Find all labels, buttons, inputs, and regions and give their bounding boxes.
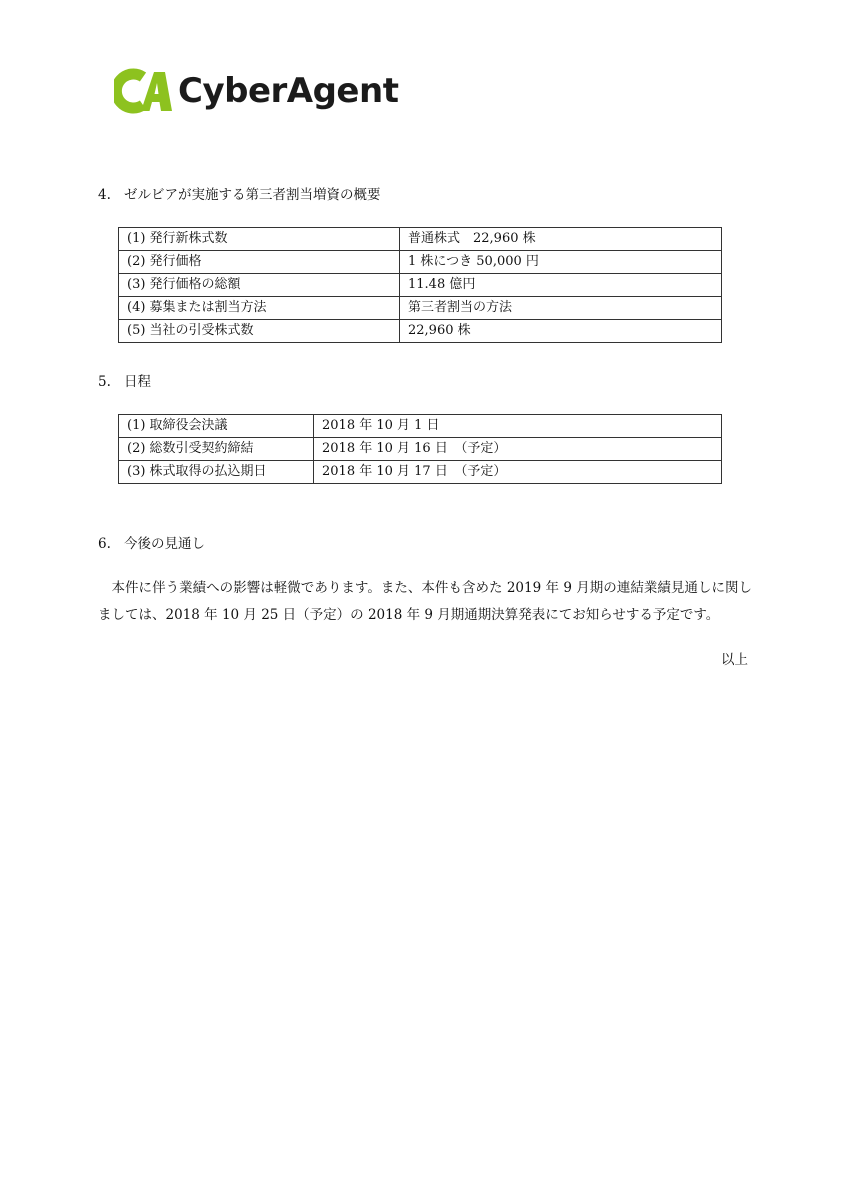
row-label: (1) 取締役会決議	[119, 415, 314, 438]
company-logo	[114, 68, 398, 114]
row-value: 普通株式 22,960 株	[400, 228, 722, 251]
row-label: (5) 当社の引受株式数	[119, 320, 400, 343]
row-label: (4) 募集または割当方法	[119, 297, 400, 320]
section-4-heading	[98, 186, 381, 204]
row-label: (2) 総数引受契約締結	[119, 438, 314, 461]
section-4-number: 4.	[98, 187, 111, 203]
row-label: (2) 発行価格	[119, 251, 400, 274]
logo-wordmark: CyberAgent	[178, 71, 399, 111]
section-6-title: 今後の見通し	[124, 536, 205, 552]
section-4-title: ゼルビアが実施する第三者割当増資の概要	[124, 187, 381, 203]
row-label: (3) 株式取得の払込期日	[119, 461, 314, 484]
row-value: 22,960 株	[400, 320, 722, 343]
section-5-number: 5.	[98, 374, 111, 390]
section-6-heading	[98, 535, 205, 553]
row-value: 2018 年 10 月 16 日 （予定）	[314, 438, 722, 461]
schedule-table	[118, 414, 722, 484]
row-label: (1) 発行新株式数	[119, 228, 400, 251]
table-row	[119, 438, 722, 461]
row-value: 1 株につき 50,000 円	[400, 251, 722, 274]
closing-text: 以上	[721, 652, 748, 668]
section-5-title: 日程	[124, 374, 151, 390]
table-row	[119, 320, 722, 343]
row-value: 2018 年 10 月 17 日 （予定）	[314, 461, 722, 484]
table-row	[119, 461, 722, 484]
table-row	[119, 274, 722, 297]
row-value: 11.48 億円	[400, 274, 722, 297]
section-6-number: 6.	[98, 536, 111, 552]
table-row	[119, 297, 722, 320]
table-row	[119, 415, 722, 438]
row-value: 2018 年 10 月 1 日	[314, 415, 722, 438]
row-label: (3) 発行価格の総額	[119, 274, 400, 297]
section-5-heading	[98, 373, 151, 391]
row-value: 第三者割当の方法	[400, 297, 722, 320]
table-row	[119, 251, 722, 274]
table-row	[119, 228, 722, 251]
outlook-paragraph: 本件に伴う業績への影響は軽微であります。また、本件も含めた 2019 年 9 月期の連結業績見通しに関しましては、2018 年 10 月 25 日（予定）の 2018 年 9 月期通期決算発表にてお知らせする予定です。	[98, 580, 752, 623]
offering-overview-table	[118, 227, 722, 343]
ca-logo-mark-icon	[114, 68, 172, 114]
